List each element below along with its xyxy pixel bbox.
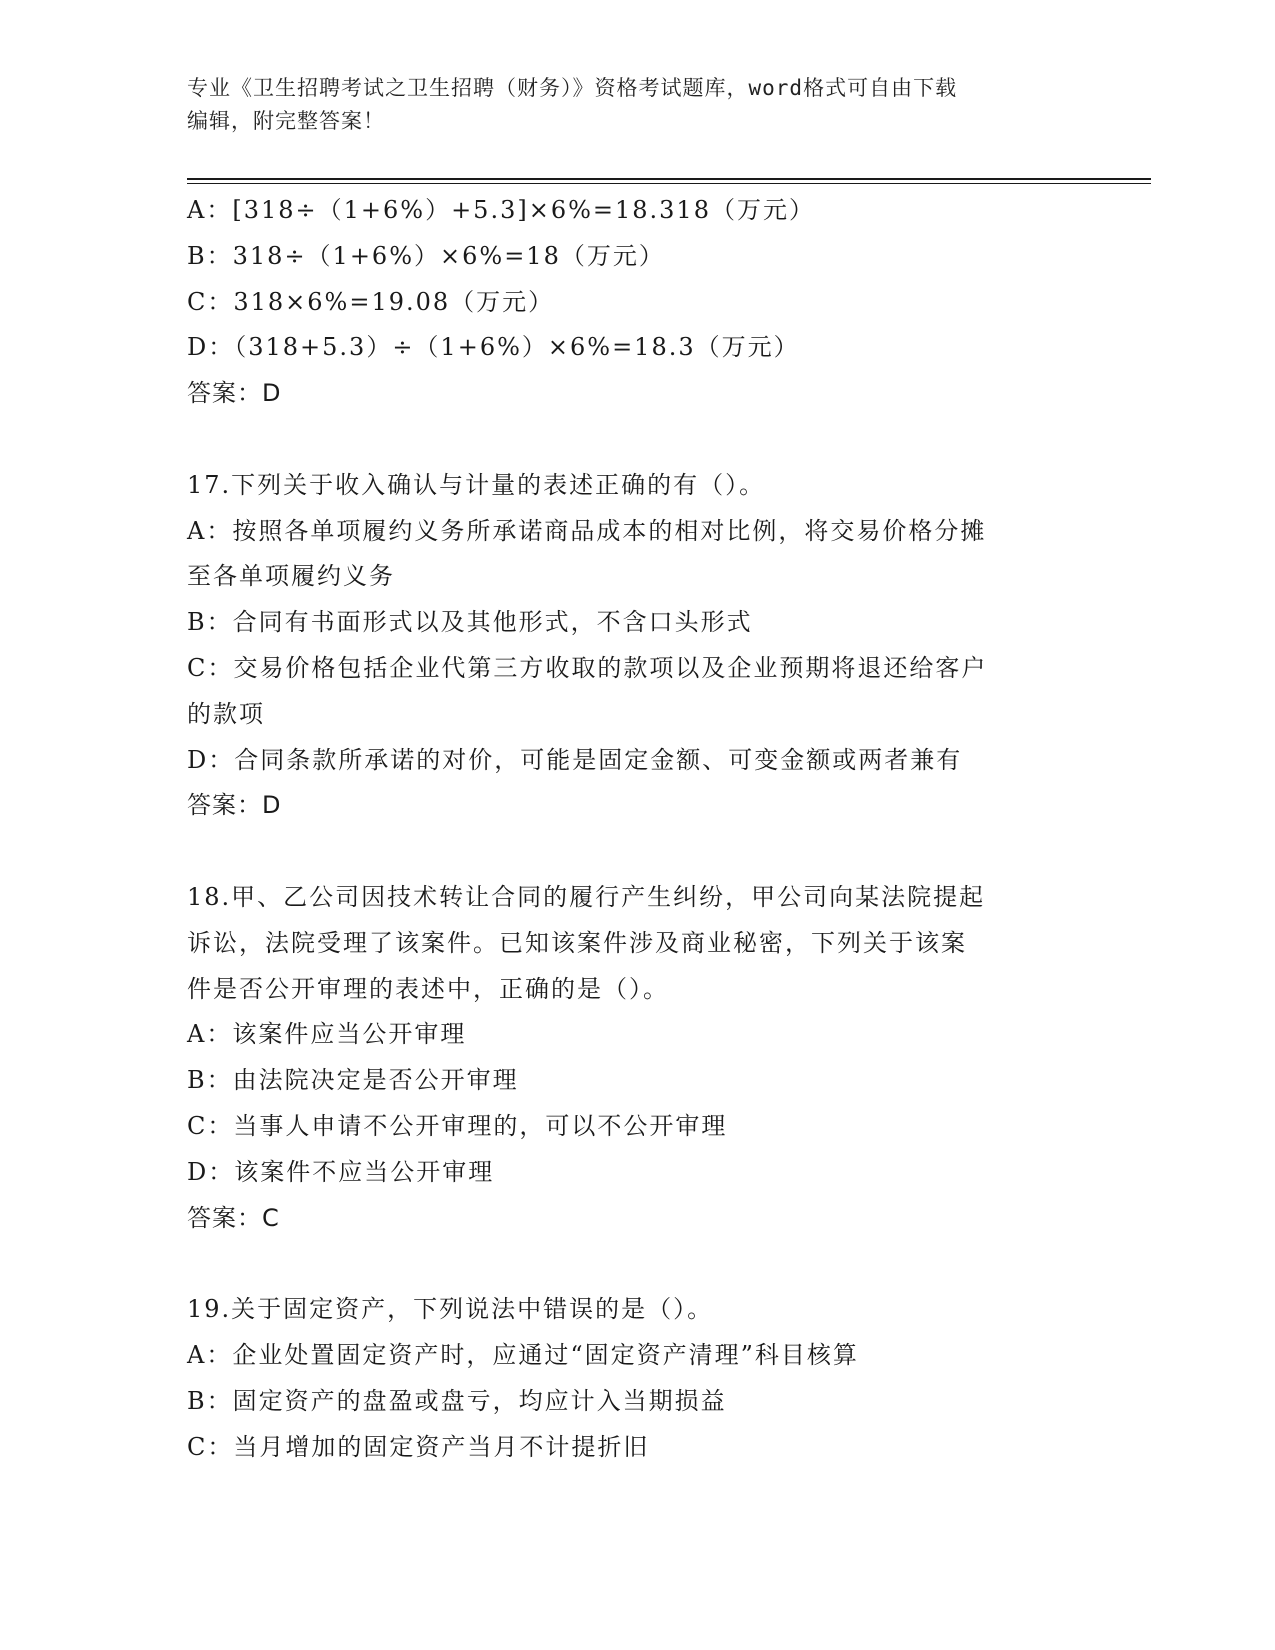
header-rule-thin — [187, 183, 1151, 184]
q17-option-c-line-1: C：交易价格包括企业代第三方收取的款项以及企业预期将退还给客户 — [187, 653, 988, 682]
document-body — [187, 188, 1087, 1470]
q17-answer: 答案：D — [187, 791, 282, 820]
question-18-block — [187, 875, 1087, 1241]
q17-option-c-line-2: 的款项 — [187, 699, 265, 728]
q16-option-d: D：（318+5.3）÷（1+6%）×6%=18.3（万元） — [187, 333, 800, 362]
spacer — [187, 829, 1087, 875]
q16-option-b: B：318÷（1+6%）×6%=18（万元） — [187, 241, 665, 270]
q19-option-b: B：固定资产的盘盈或盘亏，均应计入当期损益 — [187, 1386, 727, 1415]
q17-option-b: B：合同有书面形式以及其他形式，不含口头形式 — [187, 608, 753, 637]
q18-question-line-2: 诉讼，法院受理了该案件。已知该案件涉及商业秘密，下列关于该案 — [187, 928, 967, 957]
q18-option-a: A：该案件应当公开审理 — [187, 1020, 467, 1049]
q19-option-a: A：企业处置固定资产时，应通过“固定资产清理”科目核算 — [187, 1340, 859, 1369]
q18-option-c: C：当事人申请不公开审理的，可以不公开审理 — [187, 1111, 728, 1140]
q16-answer: 答案：D — [187, 379, 282, 408]
q17-question: 17.下列关于收入确认与计量的表述正确的有（）。 — [187, 470, 766, 499]
spacer — [187, 1241, 1087, 1287]
header-line-1: 专业《卫生招聘考试之卫生招聘（财务）》资格考试题库，word格式可自由下载 — [187, 76, 958, 100]
q18-option-d: D：该案件不应当公开审理 — [187, 1157, 495, 1186]
q17-option-d: D：合同条款所承诺的对价，可能是固定金额、可变金额或两者兼有 — [187, 745, 963, 774]
q19-question: 19.关于固定资产，下列说法中错误的是（）。 — [187, 1295, 714, 1324]
q18-question-line-1: 18.甲、乙公司因技术转让合同的履行产生纠纷，甲公司向某法院提起 — [187, 882, 986, 911]
header-line-2: 编辑，附完整答案！ — [187, 109, 385, 133]
question-16-block — [187, 188, 1087, 417]
header-rule-thick — [187, 178, 1151, 180]
question-17-block — [187, 463, 1087, 829]
q18-answer: 答案：C — [187, 1203, 280, 1232]
q17-option-a-line-2: 至各单项履约义务 — [187, 562, 395, 591]
question-19-block — [187, 1287, 1087, 1470]
page-header — [187, 72, 1087, 138]
q16-option-a: A：[318÷（1+6%）+5.3]×6%=18.318（万元） — [187, 196, 815, 224]
q18-option-b: B：由法院决定是否公开审理 — [187, 1066, 519, 1095]
spacer — [187, 417, 1087, 463]
q18-question-line-3: 件是否公开审理的表述中，正确的是（）。 — [187, 974, 669, 1003]
q17-option-a-line-1: A：按照各单项履约义务所承诺商品成本的相对比例，将交易价格分摊 — [187, 516, 987, 545]
q19-option-c: C：当月增加的固定资产当月不计提折旧 — [187, 1432, 650, 1461]
q16-option-c: C：318×6%=19.08（万元） — [187, 287, 555, 316]
